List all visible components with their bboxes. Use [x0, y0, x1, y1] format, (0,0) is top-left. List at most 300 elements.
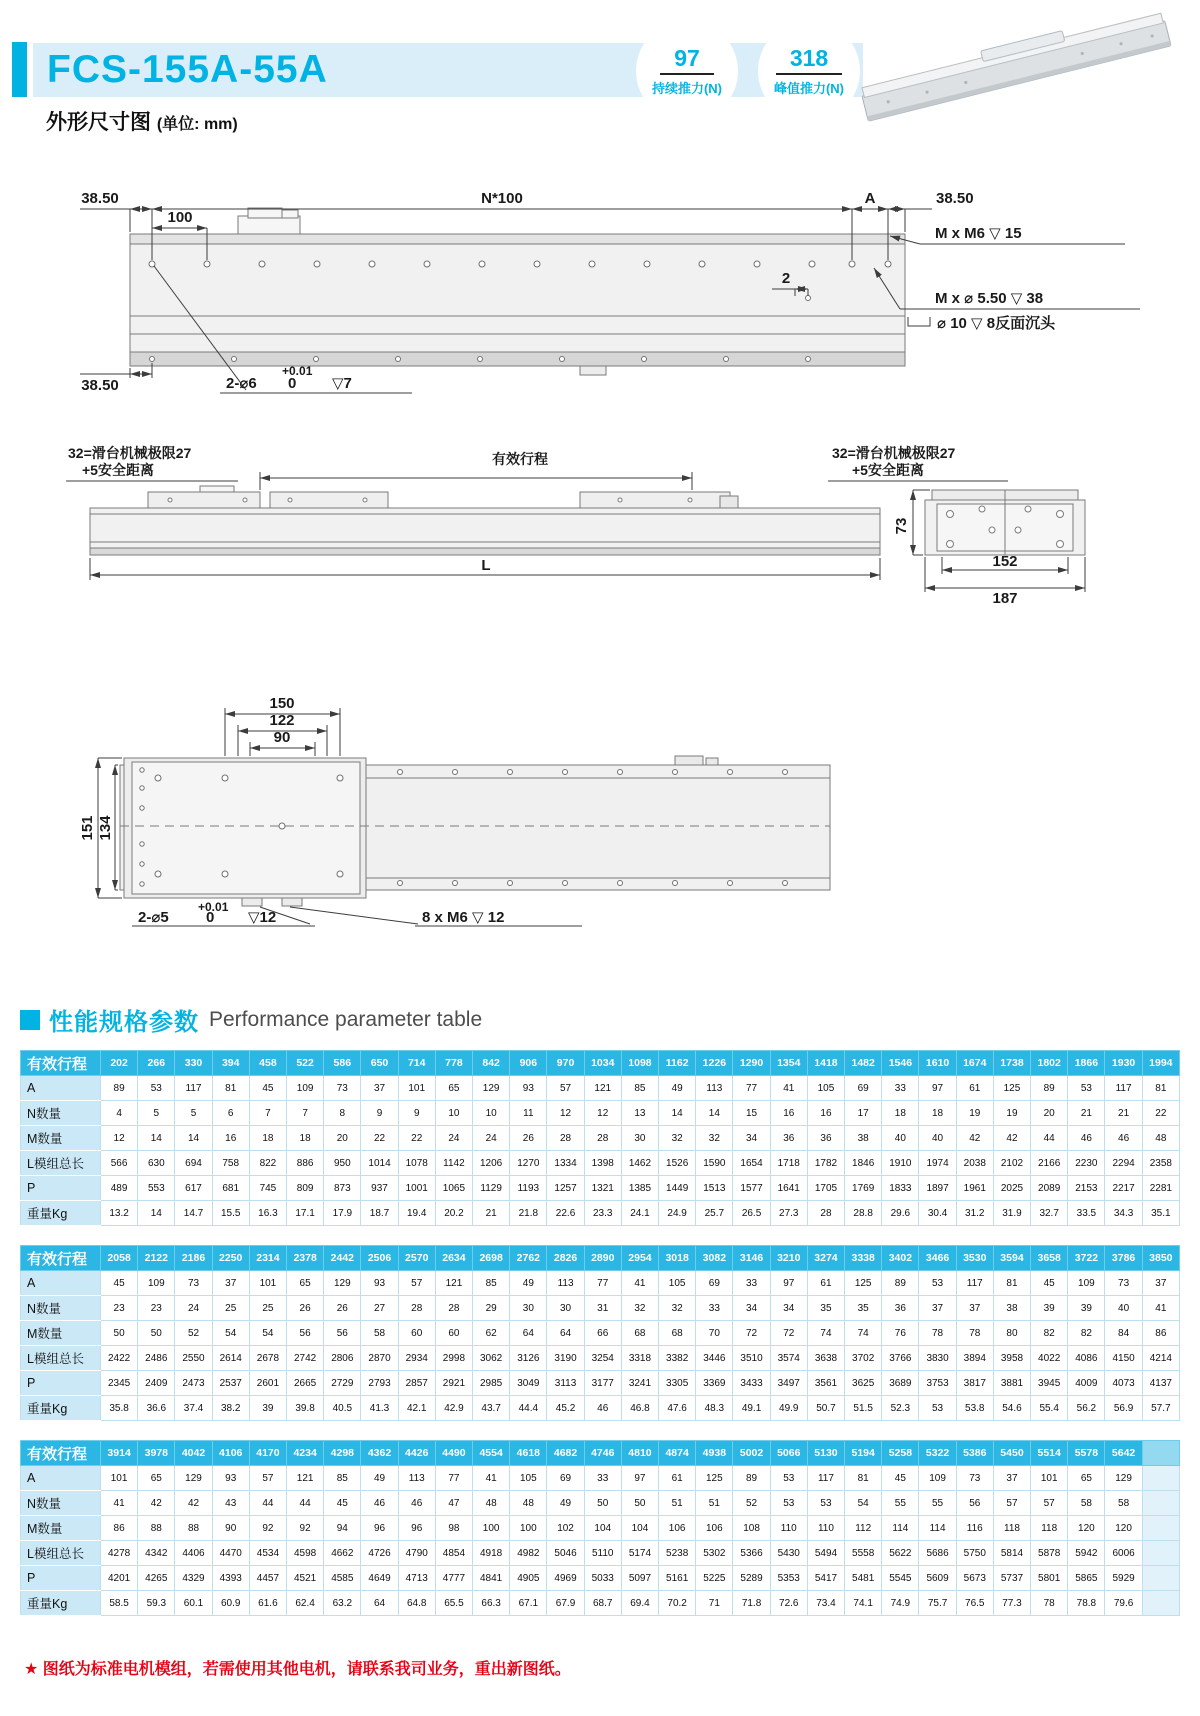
value-cell: 55	[882, 1491, 919, 1516]
value-cell: 2934	[398, 1346, 435, 1371]
row-label: L模组总长	[21, 1346, 101, 1371]
value-cell: 42.1	[398, 1396, 435, 1421]
value-cell: 2742	[287, 1346, 324, 1371]
row-label: A	[21, 1076, 101, 1101]
value-cell: 14	[138, 1201, 175, 1226]
value-cell: 93	[510, 1076, 547, 1101]
stroke-value-cell: 266	[138, 1051, 175, 1076]
value-cell: 129	[324, 1271, 361, 1296]
value-cell: 2601	[249, 1371, 286, 1396]
value-cell: 3510	[733, 1346, 770, 1371]
value-cell	[1142, 1466, 1179, 1491]
value-cell	[1142, 1541, 1179, 1566]
value-cell: 35.1	[1142, 1201, 1179, 1226]
stroke-value-cell: 4234	[287, 1441, 324, 1466]
stroke-value-cell: 2250	[212, 1246, 249, 1271]
value-cell: 20.2	[435, 1201, 472, 1226]
value-cell: 96	[361, 1516, 398, 1541]
stroke-value-cell: 202	[101, 1051, 138, 1076]
stroke-value-cell: 1418	[807, 1051, 844, 1076]
stroke-value-cell: 5194	[845, 1441, 882, 1466]
value-cell: 110	[770, 1516, 807, 1541]
value-cell: 23	[101, 1296, 138, 1321]
value-cell: 2806	[324, 1346, 361, 1371]
value-cell: 69	[547, 1466, 584, 1491]
value-cell: 14	[696, 1101, 733, 1126]
stroke-value-cell: 2890	[584, 1246, 621, 1271]
value-cell: 31.2	[956, 1201, 993, 1226]
value-cell: 4969	[547, 1566, 584, 1591]
value-cell: 24	[435, 1126, 472, 1151]
value-cell: 4214	[1142, 1346, 1179, 1371]
value-cell: 5289	[733, 1566, 770, 1591]
section-title-en: Performance parameter table	[209, 1007, 483, 1031]
value-cell: 14.7	[175, 1201, 212, 1226]
value-cell: 82	[1068, 1321, 1105, 1346]
value-cell: 2473	[175, 1371, 212, 1396]
value-cell: 28	[547, 1126, 584, 1151]
value-cell: 53	[1068, 1076, 1105, 1101]
value-cell: 105	[659, 1271, 696, 1296]
value-cell: 24	[473, 1126, 510, 1151]
table-row	[21, 1076, 1180, 1101]
value-cell: 3113	[547, 1371, 584, 1396]
value-cell: 53	[919, 1396, 956, 1421]
value-cell: 56.2	[1068, 1396, 1105, 1421]
value-cell: 96	[398, 1516, 435, 1541]
value-cell: 1897	[919, 1176, 956, 1201]
value-cell: 39.8	[287, 1396, 324, 1421]
value-cell: 117	[956, 1271, 993, 1296]
stroke-value-cell: 714	[398, 1051, 435, 1076]
value-cell: 105	[510, 1466, 547, 1491]
value-cell: 3625	[845, 1371, 882, 1396]
value-cell: 17.1	[287, 1201, 324, 1226]
callout-2d6: 2-⌀6	[226, 375, 257, 392]
value-cell: 50	[584, 1491, 621, 1516]
value-cell: 16	[770, 1101, 807, 1126]
stroke-value-cell: 1930	[1105, 1051, 1142, 1076]
value-cell: 822	[249, 1151, 286, 1176]
value-cell: 5033	[584, 1566, 621, 1591]
value-cell: 3241	[621, 1371, 658, 1396]
value-cell: 5353	[770, 1566, 807, 1591]
value-cell: 2729	[324, 1371, 361, 1396]
row-label: N数量	[21, 1491, 101, 1516]
stroke-value-cell: 970	[547, 1051, 584, 1076]
value-cell: 21	[473, 1201, 510, 1226]
value-cell: 66.3	[473, 1591, 510, 1616]
value-cell: 69	[845, 1076, 882, 1101]
value-cell: 21	[1068, 1101, 1105, 1126]
value-cell: 19	[993, 1101, 1030, 1126]
value-cell: 2025	[993, 1176, 1030, 1201]
value-cell: 4649	[361, 1566, 398, 1591]
value-cell: 10	[435, 1101, 472, 1126]
stroke-value-cell: 2634	[435, 1246, 472, 1271]
value-cell: 38	[993, 1296, 1030, 1321]
stroke-value-cell: 4810	[621, 1441, 658, 1466]
value-cell: 113	[398, 1466, 435, 1491]
value-cell: 77.3	[993, 1591, 1030, 1616]
value-cell: 16	[212, 1126, 249, 1151]
value-cell: 61	[956, 1076, 993, 1101]
value-cell: 49	[361, 1466, 398, 1491]
value-cell: 5750	[956, 1541, 993, 1566]
stroke-value-cell: 2506	[361, 1246, 398, 1271]
value-cell: 50	[101, 1321, 138, 1346]
stroke-value-cell: 3018	[659, 1246, 696, 1271]
value-cell: 3881	[993, 1371, 1030, 1396]
value-cell: 12	[101, 1126, 138, 1151]
value-cell: 61	[659, 1466, 696, 1491]
value-cell: 3817	[956, 1371, 993, 1396]
value-cell: 58	[1068, 1491, 1105, 1516]
value-cell: 13	[621, 1101, 658, 1126]
value-cell: 22	[361, 1126, 398, 1151]
table-row	[21, 1371, 1180, 1396]
stroke-value-cell: 1866	[1068, 1051, 1105, 1076]
value-cell: 129	[473, 1076, 510, 1101]
value-cell: 39	[1068, 1296, 1105, 1321]
table-row	[21, 1566, 1180, 1591]
value-cell: 30	[621, 1126, 658, 1151]
value-cell: 27	[361, 1296, 398, 1321]
value-cell: 89	[733, 1466, 770, 1491]
value-cell: 7	[249, 1101, 286, 1126]
value-cell: 88	[138, 1516, 175, 1541]
value-cell: 1961	[956, 1176, 993, 1201]
value-cell: 53.8	[956, 1396, 993, 1421]
value-cell: 49.1	[733, 1396, 770, 1421]
value-cell: 3254	[584, 1346, 621, 1371]
performance-table-2	[20, 1245, 1180, 1421]
value-cell: 2230	[1068, 1151, 1105, 1176]
value-cell: 1654	[733, 1151, 770, 1176]
value-cell: 2345	[101, 1371, 138, 1396]
footer-note: ★ 图纸为标准电机模组，若需使用其他电机，请联系我司业务，重出新图纸。	[24, 1661, 571, 1678]
value-cell: 4265	[138, 1566, 175, 1591]
stroke-value-cell: 842	[473, 1051, 510, 1076]
value-cell: 44	[287, 1491, 324, 1516]
value-cell: 104	[621, 1516, 658, 1541]
value-cell: 5481	[845, 1566, 882, 1591]
value-cell: 18.7	[361, 1201, 398, 1226]
value-cell: 41	[473, 1466, 510, 1491]
value-cell: 48.3	[696, 1396, 733, 1421]
value-cell: 117	[175, 1076, 212, 1101]
value-cell: 4905	[510, 1566, 547, 1591]
value-cell: 28	[584, 1126, 621, 1151]
table-row	[21, 1516, 1180, 1541]
value-cell: 15	[733, 1101, 770, 1126]
value-cell: 62	[473, 1321, 510, 1346]
value-cell: 94	[324, 1516, 361, 1541]
value-cell: 118	[1031, 1516, 1068, 1541]
value-cell: 873	[324, 1176, 361, 1201]
value-cell: 32	[659, 1296, 696, 1321]
value-cell	[1142, 1491, 1179, 1516]
value-cell: 4137	[1142, 1371, 1179, 1396]
value-cell: 101	[101, 1466, 138, 1491]
peak-thrust-label: 峰值推力(N)	[773, 81, 845, 96]
value-cell: 28.8	[845, 1201, 882, 1226]
value-cell: 116	[956, 1516, 993, 1541]
value-cell: 56	[324, 1321, 361, 1346]
row-label: A	[21, 1466, 101, 1491]
continuous-thrust-label: 持续推力(N)	[651, 81, 723, 96]
callout-2d5: 2-⌀5	[138, 909, 169, 926]
stroke-value-cell: 394	[212, 1051, 249, 1076]
row-label: P	[21, 1371, 101, 1396]
value-cell: 4585	[324, 1566, 361, 1591]
value-cell: 97	[919, 1076, 956, 1101]
value-cell	[1142, 1591, 1179, 1616]
value-cell: 4854	[435, 1541, 472, 1566]
value-cell: 112	[845, 1516, 882, 1541]
value-cell: 809	[287, 1176, 324, 1201]
value-cell: 41	[1142, 1296, 1179, 1321]
value-cell: 88	[175, 1516, 212, 1541]
callout-m-m6: M x M6 ▽ 15	[935, 225, 1022, 242]
value-cell: 45	[882, 1466, 919, 1491]
value-cell: 1334	[547, 1151, 584, 1176]
stroke-value-cell: 5578	[1068, 1441, 1105, 1466]
stroke-value-cell: 4362	[361, 1441, 398, 1466]
callout-2d6-depth: ▽7	[332, 375, 352, 392]
value-cell: 3382	[659, 1346, 696, 1371]
value-cell: 18	[919, 1101, 956, 1126]
value-cell: 2550	[175, 1346, 212, 1371]
value-cell: 6006	[1105, 1541, 1142, 1566]
value-cell: 108	[733, 1516, 770, 1541]
callout-8-m6: 8 x M6 ▽ 12	[422, 909, 505, 926]
value-cell: 36	[882, 1296, 919, 1321]
limit-label-right-line1: 32=滑台机械极限27	[832, 445, 956, 461]
value-cell: 31	[584, 1296, 621, 1321]
table-header-row	[21, 1051, 1180, 1076]
value-cell: 58	[1105, 1491, 1142, 1516]
value-cell: 76	[882, 1321, 919, 1346]
value-cell: 4777	[435, 1566, 472, 1591]
value-cell: 5929	[1105, 1566, 1142, 1591]
value-cell: 100	[510, 1516, 547, 1541]
value-cell: 58.5	[101, 1591, 138, 1616]
value-cell: 40	[1105, 1296, 1142, 1321]
value-cell: 22.6	[547, 1201, 584, 1226]
value-cell: 65	[435, 1076, 472, 1101]
value-cell: 3753	[919, 1371, 956, 1396]
value-cell: 5673	[956, 1566, 993, 1591]
row-label: 有效行程	[21, 1051, 101, 1076]
stroke-value-cell: 4490	[435, 1441, 472, 1466]
value-cell: 39	[1031, 1296, 1068, 1321]
value-cell: 4726	[361, 1541, 398, 1566]
value-cell: 114	[919, 1516, 956, 1541]
value-cell: 4470	[212, 1541, 249, 1566]
value-cell: 630	[138, 1151, 175, 1176]
value-cell: 3433	[733, 1371, 770, 1396]
value-cell: 38	[845, 1126, 882, 1151]
value-cell: 5545	[882, 1566, 919, 1591]
value-cell: 6	[212, 1101, 249, 1126]
value-cell: 745	[249, 1176, 286, 1201]
effective-stroke-dimension	[260, 472, 692, 490]
continuous-thrust-value: 97	[660, 45, 714, 75]
value-cell: 3049	[510, 1371, 547, 1396]
stroke-value-cell: 2058	[101, 1246, 138, 1271]
value-cell: 5609	[919, 1566, 956, 1591]
value-cell: 51.5	[845, 1396, 882, 1421]
value-cell: 4009	[1068, 1371, 1105, 1396]
stroke-value-cell: 1482	[845, 1051, 882, 1076]
value-cell: 7	[287, 1101, 324, 1126]
value-cell: 19	[956, 1101, 993, 1126]
value-cell: 2921	[435, 1371, 472, 1396]
value-cell: 41	[770, 1076, 807, 1101]
value-cell: 1065	[435, 1176, 472, 1201]
value-cell: 5737	[993, 1566, 1030, 1591]
value-cell: 81	[993, 1271, 1030, 1296]
stroke-value-cell: 1674	[956, 1051, 993, 1076]
value-cell: 49	[547, 1491, 584, 1516]
row-label: 有效行程	[21, 1441, 101, 1466]
value-cell: 37	[212, 1271, 249, 1296]
value-cell: 77	[733, 1076, 770, 1101]
value-cell: 65.5	[435, 1591, 472, 1616]
stroke-value-cell: 330	[175, 1051, 212, 1076]
value-cell: 42	[993, 1126, 1030, 1151]
value-cell: 16.3	[249, 1201, 286, 1226]
top-view-drawing	[20, 186, 1180, 431]
row-label: M数量	[21, 1516, 101, 1541]
value-cell: 101	[249, 1271, 286, 1296]
value-cell: 114	[882, 1516, 919, 1541]
stroke-value-cell: 5386	[956, 1441, 993, 1466]
value-cell: 86	[101, 1516, 138, 1541]
value-cell: 950	[324, 1151, 361, 1176]
value-cell: 4201	[101, 1566, 138, 1591]
stroke-value-cell: 1546	[882, 1051, 919, 1076]
row-label: P	[21, 1176, 101, 1201]
value-cell: 57	[993, 1491, 1030, 1516]
value-cell: 125	[696, 1466, 733, 1491]
value-cell: 74.1	[845, 1591, 882, 1616]
value-cell: 1014	[361, 1151, 398, 1176]
peak-thrust-value: 318	[776, 45, 842, 75]
stroke-value-cell: 3466	[919, 1246, 956, 1271]
value-cell: 38.2	[212, 1396, 249, 1421]
value-cell: 106	[659, 1516, 696, 1541]
value-cell: 24.9	[659, 1201, 696, 1226]
row-label: L模组总长	[21, 1151, 101, 1176]
stroke-value-cell: 3786	[1105, 1246, 1142, 1271]
value-cell: 73	[324, 1076, 361, 1101]
value-cell: 3830	[919, 1346, 956, 1371]
limit-label-right-line2: +5安全距离	[852, 462, 924, 478]
value-cell: 1974	[919, 1151, 956, 1176]
value-cell: 5622	[882, 1541, 919, 1566]
value-cell: 34	[733, 1296, 770, 1321]
value-cell: 8	[324, 1101, 361, 1126]
value-cell: 55	[919, 1491, 956, 1516]
value-cell: 37	[956, 1296, 993, 1321]
value-cell: 2870	[361, 1346, 398, 1371]
value-cell: 74.9	[882, 1591, 919, 1616]
value-cell: 59.3	[138, 1591, 175, 1616]
value-cell: 5686	[919, 1541, 956, 1566]
value-cell: 553	[138, 1176, 175, 1201]
value-cell: 37.4	[175, 1396, 212, 1421]
value-cell: 34	[733, 1126, 770, 1151]
value-cell: 50.7	[807, 1396, 844, 1421]
value-cell: 68	[659, 1321, 696, 1346]
value-cell: 3689	[882, 1371, 919, 1396]
value-cell: 51	[696, 1491, 733, 1516]
value-cell: 64	[510, 1321, 547, 1346]
value-cell: 5225	[696, 1566, 733, 1591]
value-cell: 4662	[324, 1541, 361, 1566]
value-cell: 78.8	[1068, 1591, 1105, 1616]
value-cell: 57	[398, 1271, 435, 1296]
value-cell: 77	[435, 1466, 472, 1491]
value-cell: 77	[584, 1271, 621, 1296]
value-cell: 60.1	[175, 1591, 212, 1616]
callout-2d5-depth: ▽12	[248, 909, 277, 926]
value-cell: 30.4	[919, 1201, 956, 1226]
value-cell: 80	[993, 1321, 1030, 1346]
value-cell: 35.8	[101, 1396, 138, 1421]
table-row	[21, 1201, 1180, 1226]
value-cell: 76.5	[956, 1591, 993, 1616]
stroke-value-cell: 4682	[547, 1441, 584, 1466]
module-body-side-view	[90, 486, 880, 555]
stroke-value-cell: 4106	[212, 1441, 249, 1466]
value-cell: 48	[473, 1491, 510, 1516]
value-cell: 36	[807, 1126, 844, 1151]
value-cell: 78	[1031, 1591, 1068, 1616]
value-cell: 85	[473, 1271, 510, 1296]
value-cell: 110	[807, 1516, 844, 1541]
dim-90: 90	[273, 729, 291, 746]
value-cell	[1142, 1566, 1179, 1591]
value-cell: 1257	[547, 1176, 584, 1201]
table-row	[21, 1346, 1180, 1371]
table-header-row	[21, 1246, 1180, 1271]
value-cell: 85	[621, 1076, 658, 1101]
value-cell: 97	[621, 1466, 658, 1491]
value-cell: 28	[398, 1296, 435, 1321]
value-cell: 125	[993, 1076, 1030, 1101]
value-cell: 2422	[101, 1346, 138, 1371]
value-cell: 1769	[845, 1176, 882, 1201]
value-cell: 74	[807, 1321, 844, 1346]
value-cell: 36.6	[138, 1396, 175, 1421]
stroke-value-cell: 2122	[138, 1246, 175, 1271]
value-cell: 2985	[473, 1371, 510, 1396]
dim-a: A	[864, 190, 876, 207]
value-cell: 2038	[956, 1151, 993, 1176]
stroke-value-cell: 3594	[993, 1246, 1030, 1271]
value-cell: 4521	[287, 1566, 324, 1591]
value-cell: 72	[770, 1321, 807, 1346]
dim-38-50-bottom: 38.50	[81, 377, 119, 394]
value-cell: 2166	[1031, 1151, 1068, 1176]
value-cell: 43	[212, 1491, 249, 1516]
value-cell: 1321	[584, 1176, 621, 1201]
value-cell: 4457	[249, 1566, 286, 1591]
stroke-value-cell: 1162	[659, 1051, 696, 1076]
